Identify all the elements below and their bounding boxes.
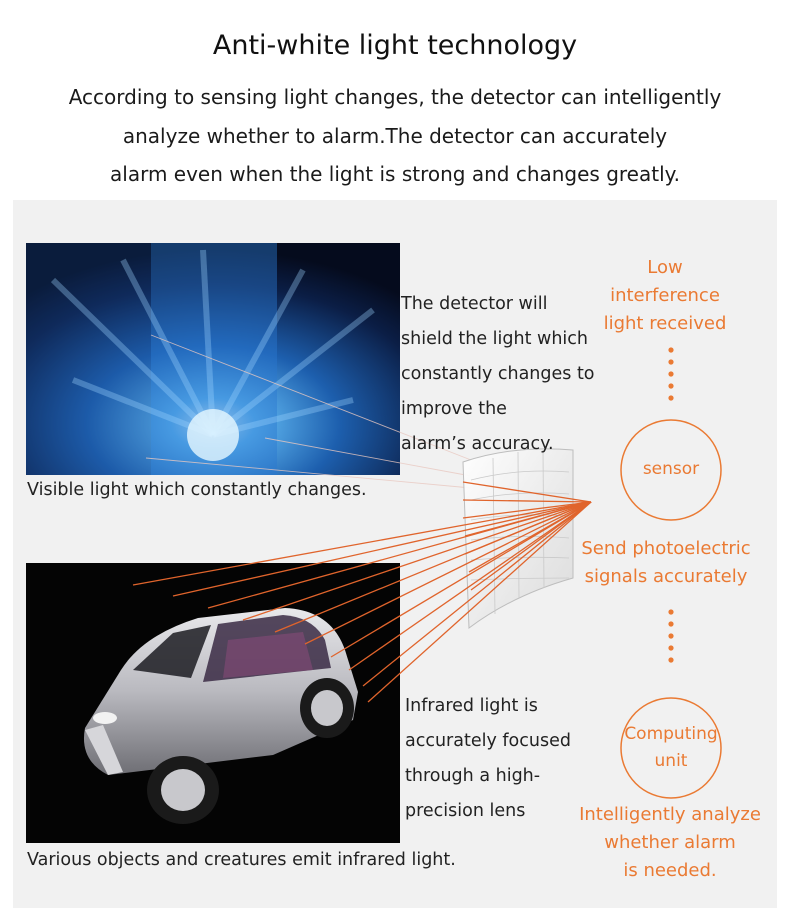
flow-step3-line-1: Intelligently analyze [579,804,761,825]
flow-step-analyze [565,801,775,885]
visible-description-line-4: improve the [401,399,507,419]
flow-step2-line-1: Send photoelectric [581,538,751,559]
flow-step3-line-2: whether alarm [604,832,736,853]
page-title: Anti-white light technology [212,30,578,61]
intro-line-2: analyze whether to alarm.The detector can accurately [122,123,668,148]
intro-line-1: According to sensing light changes, the detector can intelligently [68,85,722,109]
flow-step2-line-2: signals accurately [584,566,748,587]
infrared-description-line-4: precision lens [405,801,526,821]
computing-line-2: unit [654,751,688,771]
flow-step-send-signals [566,535,766,591]
visible-light-description [401,287,595,462]
visible-description-line-5: alarm’s accuracy. [401,434,554,454]
visible-description-line-3: constantly changes to [401,364,595,384]
sensor-label: sensor [642,459,700,479]
infrared-caption: Various objects and creatures emit infrared light. [27,850,456,870]
visible-light-caption: Visible light which constantly changes. [27,480,367,500]
flow-connectors [668,347,673,662]
infrared-description-line-3: through a high- [405,766,541,786]
computing-unit-label [621,721,721,775]
intro-line-3: alarm even when the light is strong and changes greatly. [110,162,680,186]
visible-description-line-1: The detector will [401,294,548,314]
flow-step3-line-3: is needed. [623,860,717,881]
flow-step-low-interference [585,254,745,338]
computing-line-1: Computing [624,724,718,744]
diagram-panel [13,200,777,908]
infrared-description-line-1: Infrared light is [405,696,538,716]
flow-step1-line-2: interference [610,285,720,306]
flow-step1-line-1: Low [647,257,683,278]
flow-step1-line-3: light received [603,313,727,334]
visible-description-line-2: shield the light which [401,329,588,349]
infrared-description-line-2: accurately focused [405,731,571,751]
infrared-description [405,689,571,829]
intro-text [30,78,760,194]
car-image [26,563,400,843]
